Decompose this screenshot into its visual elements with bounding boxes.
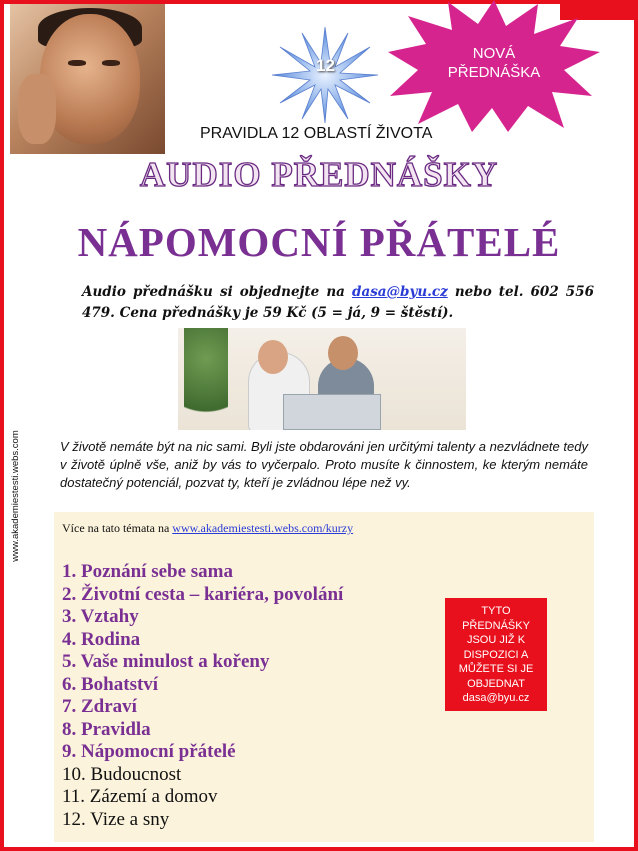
friends-photo bbox=[178, 328, 466, 430]
burst-line-1: NOVÁ bbox=[472, 45, 516, 62]
audio-lectures-heading: AUDIO PŘEDNÁŠKY bbox=[139, 155, 499, 194]
courses-link[interactable]: www.akademiestesti.webs.com/kurzy bbox=[172, 521, 354, 535]
list-item: 12. Vize a sny bbox=[62, 808, 170, 830]
order-email-link[interactable]: dasa@byu.cz bbox=[352, 284, 448, 300]
rules-title: PRAVIDLA 12 OBLASTÍ ŽIVOTA bbox=[200, 125, 433, 142]
availability-line: PŘEDNÁŠKY bbox=[462, 619, 530, 632]
list-item: 2. Životní cesta – kariéra, povolání bbox=[62, 583, 344, 605]
list-item: 4. Rodina bbox=[62, 628, 141, 650]
order-suffix: nebo tel. 602 556 479. Cena přednášky je 59 Kč (5 = já, 9 = štěstí). bbox=[82, 284, 594, 321]
star-number: 12 bbox=[316, 56, 335, 75]
side-website-url: www.akademiestesti.webs.com bbox=[10, 430, 21, 562]
availability-box bbox=[445, 598, 547, 711]
availability-line: DISPOZICI A bbox=[463, 648, 529, 661]
availability-line: MŮŽETE SI JE bbox=[458, 663, 534, 675]
list-item: 3. Vztahy bbox=[62, 606, 139, 627]
availability-line: OBJEDNAT bbox=[467, 677, 525, 690]
list-item: 6. Bohatství bbox=[62, 673, 159, 695]
list-item: 11. Zázemí a domov bbox=[62, 786, 218, 807]
list-item: 1. Poznání sebe sama bbox=[62, 561, 233, 582]
order-prefix: Audio přednášku si objednejte na bbox=[82, 284, 353, 300]
availability-line: JSOU JIŽ K bbox=[466, 634, 526, 646]
lecture-title: NÁPOMOCNÍ PŘÁTELÉ bbox=[77, 219, 561, 265]
intro-paragraph: V životě nemáte být na nic sami. Byli jste obdarováni jen určitými talenty a nezvládnete tedy v životě úplně vše, aniž by vás to vyčerpalo. Proto musíte k činnostem, ke kterým nemáte dostatečný potenciál, pozvat ty, kteří je zvládnou lépe než vy. bbox=[60, 439, 588, 490]
author-photo bbox=[10, 4, 165, 154]
more-prefix: Více na tato témata na bbox=[62, 521, 173, 535]
new-lecture-label bbox=[408, 44, 580, 82]
list-item: 10. Budoucnost bbox=[62, 763, 182, 785]
list-item: 5. Vaše minulost a kořeny bbox=[62, 651, 270, 672]
availability-email: dasa@byu.cz bbox=[462, 692, 530, 704]
more-topics-line bbox=[62, 521, 353, 536]
topics-list bbox=[62, 561, 343, 831]
list-item: 9. Nápomocní přátelé bbox=[62, 741, 236, 762]
list-item: 7. Zdraví bbox=[62, 696, 137, 717]
list-item: 8. Pravidla bbox=[62, 718, 151, 740]
availability-line: TYTO bbox=[481, 605, 511, 617]
order-info bbox=[82, 282, 594, 324]
burst-line-2: PŘEDNÁŠKA bbox=[447, 64, 541, 81]
